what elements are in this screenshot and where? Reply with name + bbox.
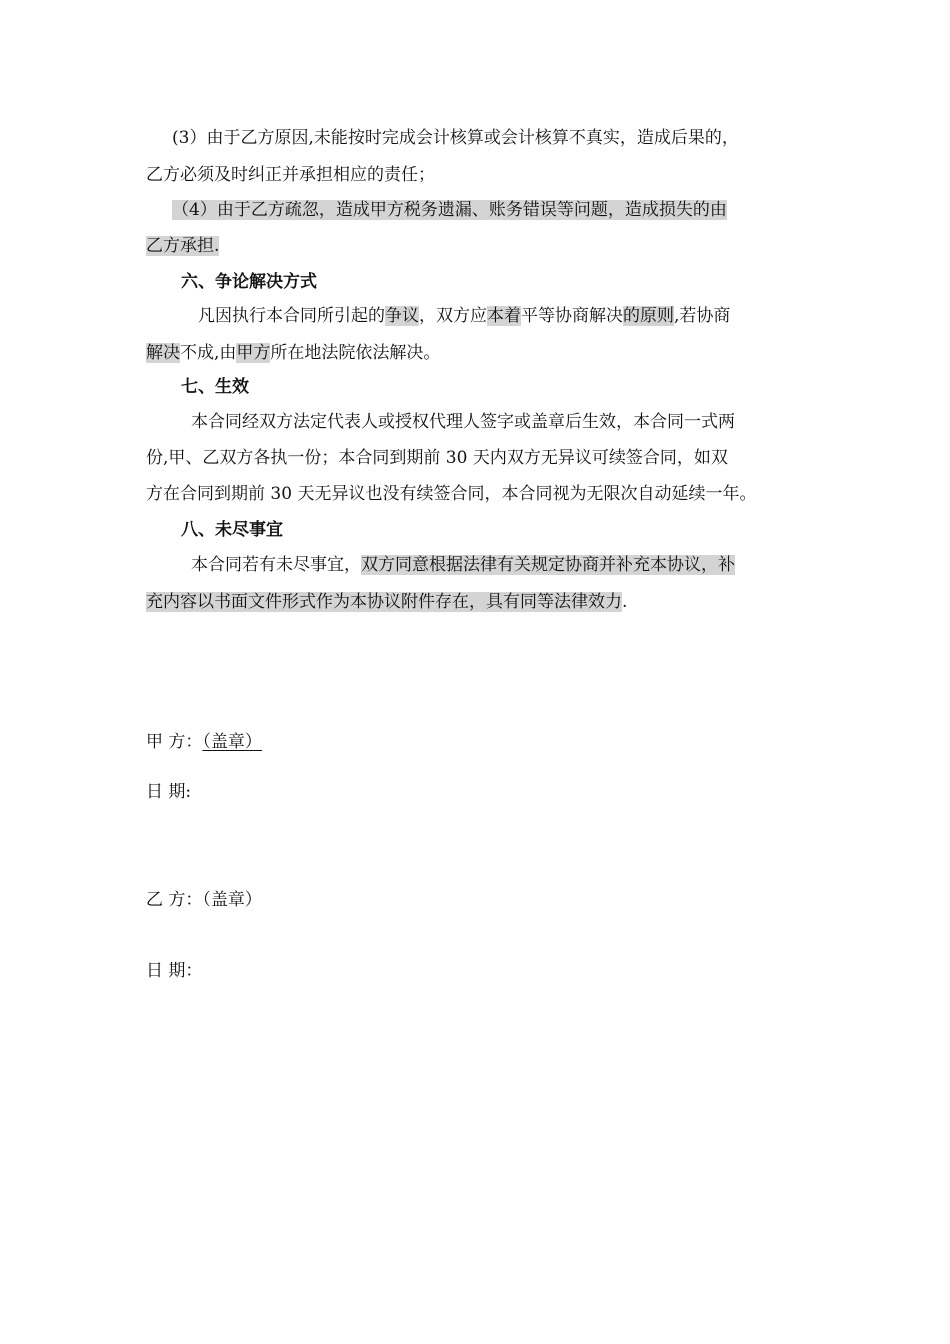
section-6-highlight: 甲方 <box>236 343 271 363</box>
party-a-seal: （盖章） <box>202 732 262 752</box>
clause-4-line-2 <box>146 234 219 258</box>
section-6-text: ，双方应 <box>419 306 487 326</box>
party-b-date: 日 期： <box>146 961 203 981</box>
section-6-highlight: 解决 <box>146 343 180 363</box>
section-6-highlight: 本着 <box>487 306 521 326</box>
section-6-line-1 <box>198 304 730 328</box>
section-8-text: . <box>622 592 628 612</box>
section-6-text: ,若协商 <box>674 306 731 326</box>
section-8-highlight: 双方同意根据法律有关规定协商并补充本协议，补 <box>361 555 735 575</box>
section-6-highlight: 的原则 <box>623 306 674 326</box>
section-6-text: 不成,由 <box>180 343 237 363</box>
section-6-text: 所在地法院依法解决。 <box>270 343 441 363</box>
section-6-highlight: 争议 <box>385 306 419 326</box>
clause-3-line-2: 乙方必须及时纠正并承担相应的责任； <box>146 165 435 185</box>
clause-4-line-1 <box>172 198 727 222</box>
clause-4-line-1-text: （4）由于乙方疏忽，造成甲方税务遗漏、账务错误等问题，造成损失的由 <box>172 200 727 220</box>
section-8-heading: 八、未尽事宜 <box>181 520 283 540</box>
party-a-signature <box>146 730 262 754</box>
section-7-line-3: 方在合同到期前 30 天无异议也没有续签合同，本合同视为无限次自动延续一年。 <box>146 484 757 504</box>
section-6-text: 凡因执行本合同所引起的 <box>198 306 385 326</box>
party-b-seal: （盖章） <box>202 890 262 910</box>
section-8-highlight: 充内容以书面文件形式作为本协议附件存在，具有同等法律效力 <box>146 592 622 612</box>
section-6-line-2 <box>146 341 440 365</box>
section-7-line-1: 本合同经双方法定代表人或授权代理人签字或盖章后生效，本合同一式两 <box>191 412 735 432</box>
section-7-line-2: 份,甲、乙双方各执一份；本合同到期前 30 天内双方无异议可续签合同，如双 <box>146 448 728 468</box>
section-6-heading: 六、争论解决方式 <box>181 272 317 292</box>
section-8-text: 本合同若有未尽事宜， <box>191 555 361 575</box>
party-a-label: 甲 方： <box>146 732 203 752</box>
section-6-text: 平等协商解决 <box>521 306 623 326</box>
clause-3-line-1: (3）由于乙方原因,未能按时完成会计核算或会计核算不真实，造成后果的， <box>172 128 739 148</box>
party-b-label: 乙 方： <box>146 890 203 910</box>
section-8-line-1 <box>191 553 735 577</box>
party-b-signature <box>146 888 262 912</box>
party-a-date: 日 期: <box>146 782 192 802</box>
clause-4-line-2-text: 乙方承担. <box>146 236 220 256</box>
section-8-line-2 <box>146 590 627 614</box>
section-7-heading: 七、生效 <box>181 377 249 397</box>
